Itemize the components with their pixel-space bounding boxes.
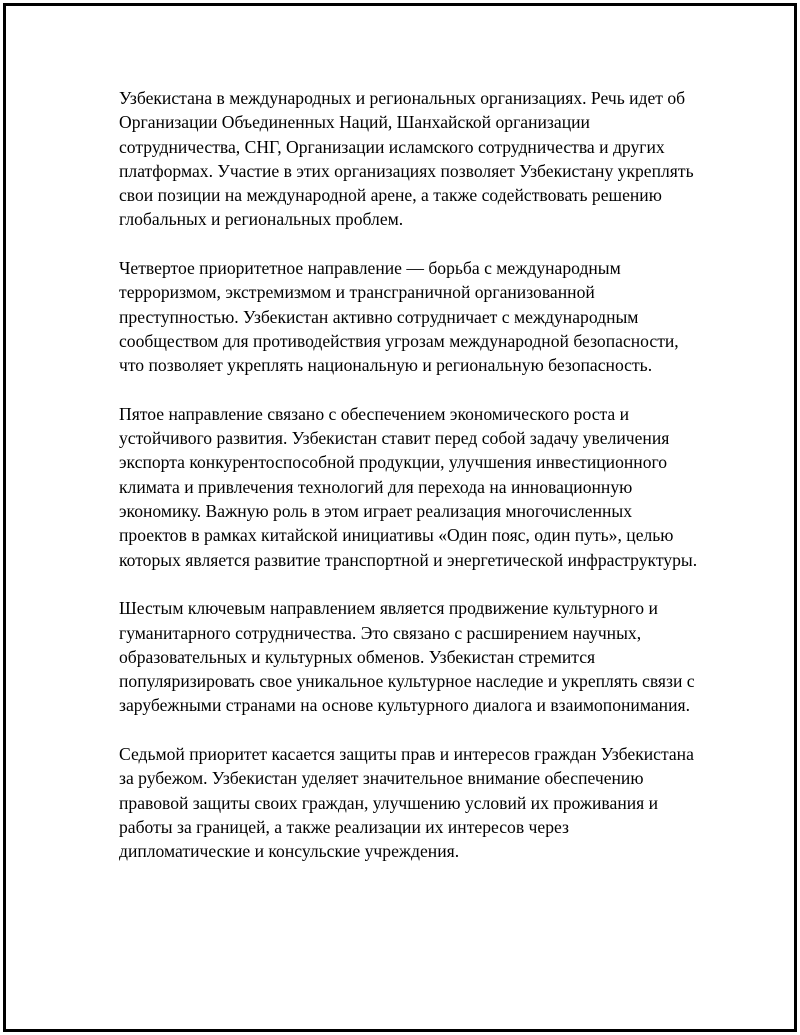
paragraph-counter-terrorism: Четвертое приоритетное направление — борьба с международным терроризмом, экстремизмом и трансграничной организованной преступностью. Узбекистан активно сотрудничает с международным сообществом для противодействия угрозам международной безопасности, что позволяет укреплять национальную и региональную безопасность. [119,258,679,376]
paragraph-citizens-abroad: Седьмой приоритет касается защиты прав и интересов граждан Узбекистана за рубежом. Узбекистан уделяет значительное внимание обеспечению правовой защиты своих граждан, улучшению условий их проживания и работы за границей, а также реализации их интересов через дипломатические и консульские учреждения. [119,744,694,862]
paragraph-cultural-cooperation: Шестым ключевым направлением является продвижение культурного и гуманитарного сотрудничества. Это связано с расширением научных, образовательных и культурных обменов. Узбекистан стремится популяризировать свое уникальное культурное наследие и укреплять связи с зарубежными странами на основе культурного диалога и взаимопонимания. [119,598,695,716]
document-page [3,3,797,1032]
paragraph-international-organizations: Узбекистана в международных и региональных организациях. Речь идет об Организации Объединенных Наций, Шанхайской организации сотрудничества, СНГ, Организации исламского сотрудничества и других платформах. Участие в этих организациях позволяет Узбекистану укреплять свои позиции на международной арене, а также содействовать решению глобальных и региональных проблем. [119,88,694,230]
paragraph-economic-growth: Пятое направление связано с обеспечением экономического роста и устойчивого развития. Узбекистан ставит перед собой задачу увеличения экспорта конкурентоспособной продукции, улучшения инвестиционного климата и привлечения технологий для перехода на инновационную экономику. Важную роль в этом играет реализация многочисленных проектов в рамках китайской инициативы «Один пояс, один путь», целью которых является развитие транспортной и энергетической инфраструктуры. [119,403,698,570]
document-body [119,86,704,864]
